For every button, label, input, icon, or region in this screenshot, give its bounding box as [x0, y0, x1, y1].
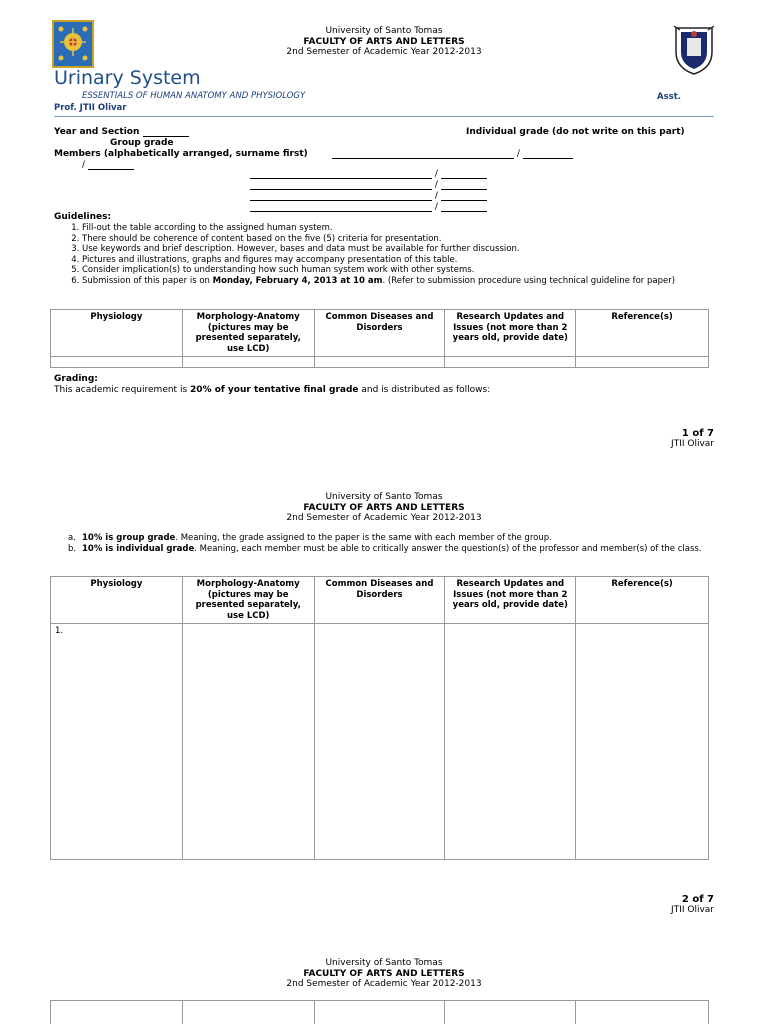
table-cell[interactable]	[182, 357, 314, 368]
faculty-name: FACULTY OF ARTS AND LETTERS	[303, 502, 465, 513]
individual-grade-label: Individual grade (do not write on this part)	[466, 127, 685, 137]
table-cell[interactable]	[182, 1001, 314, 1024]
page2-footer	[671, 894, 714, 915]
member-grade-blank[interactable]	[523, 150, 573, 159]
faculty-name: FACULTY OF ARTS AND LETTERS	[303, 968, 465, 979]
footer-author: JTII Olivar	[671, 905, 714, 915]
table-cell[interactable]	[576, 357, 709, 368]
member-name-blank[interactable]	[332, 150, 514, 159]
table-cell[interactable]	[314, 1001, 445, 1024]
guideline-item: 3. Use keywords and brief description. However, bases and data must be available for further discussion.	[82, 244, 708, 255]
guideline-item: 5. Consider implication(s) to understanding how such human system work with other systems.	[82, 265, 708, 276]
slash: /	[434, 180, 438, 190]
member-name-blank[interactable]	[250, 192, 432, 201]
slash: /	[82, 160, 86, 170]
guideline-item: 4. Pictures and illustrations, graphs and figures may accompany presentation of this table.	[82, 255, 708, 266]
footer-author: JTII Olivar	[671, 439, 714, 449]
group-grade-meaning: . Meaning, the grade assigned to the paper is the same with each member of the group.	[175, 533, 552, 543]
member-row-1	[332, 149, 573, 159]
table-cell[interactable]	[314, 357, 445, 368]
guideline-item: 2. There should be coherence of content based on the five (5) criteria for presentation.	[82, 234, 708, 245]
guidelines-list	[68, 223, 708, 286]
header-research: Research Updates and Issues (not more than 2 years old, provide date)	[445, 577, 576, 624]
system-table-page3	[50, 1000, 709, 1024]
group-grade-row	[82, 160, 134, 170]
professor-name: Prof. JTII Olivar	[54, 103, 127, 113]
slash: /	[434, 202, 438, 212]
page2-header	[0, 492, 768, 524]
university-name: University of Santo Tomas	[325, 958, 443, 968]
table-cell[interactable]	[576, 624, 709, 860]
header-research: Research Updates and Issues (not more than 2 years old, provide date)	[445, 310, 576, 357]
page-title: Urinary System	[54, 67, 201, 89]
member-grade-blank[interactable]	[441, 181, 487, 190]
group-grade-blank[interactable]	[88, 161, 134, 170]
header-references: Reference(s)	[576, 577, 709, 624]
submission-date: Monday, February 4, 2013 at 10 am	[212, 275, 383, 286]
system-table-page1	[50, 309, 709, 368]
member-row-4	[250, 191, 487, 201]
member-grade-blank[interactable]	[441, 192, 487, 201]
header-diseases: Common Diseases and Disorders	[314, 310, 445, 357]
grading-suffix: and is distributed as follows:	[358, 385, 491, 395]
slash: /	[434, 191, 438, 201]
header-physiology: Physiology	[51, 310, 183, 357]
group-grade-percent: 10% is group grade	[82, 533, 176, 543]
member-name-blank[interactable]	[250, 181, 432, 190]
member-name-blank[interactable]	[250, 203, 432, 212]
slash: /	[434, 169, 438, 179]
year-section-blank[interactable]	[143, 128, 189, 137]
table-cell[interactable]	[445, 1001, 576, 1024]
table-cell[interactable]	[182, 624, 314, 860]
asst-label: Asst.	[657, 92, 681, 102]
grading-text	[54, 385, 490, 395]
guideline-item: 1. Fill-out the table according to the assigned human system.	[82, 223, 708, 234]
grading-item-b	[68, 544, 708, 555]
page-number: 2 of 7	[681, 894, 714, 905]
grading-prefix: This academic requirement is	[54, 385, 191, 395]
grading-heading: Grading:	[54, 374, 98, 384]
header-diseases: Common Diseases and Disorders	[314, 577, 445, 624]
year-section-field	[54, 127, 189, 137]
grading-breakdown	[68, 533, 708, 554]
system-table-page2	[50, 576, 709, 860]
table-cell[interactable]	[445, 357, 576, 368]
university-name: University of Santo Tomas	[325, 26, 443, 36]
header-divider	[54, 116, 714, 117]
member-grade-blank[interactable]	[441, 170, 487, 179]
table-cell[interactable]	[314, 624, 445, 860]
page-number: 1 of 7	[681, 428, 714, 439]
table-cell[interactable]: 1.	[51, 624, 183, 860]
grading-item-a	[68, 533, 708, 544]
member-grade-blank[interactable]	[441, 203, 487, 212]
table-cell[interactable]	[51, 1001, 183, 1024]
table-cell[interactable]	[445, 624, 576, 860]
submission-suffix: . (Refer to submission procedure using technical guideline for paper)	[382, 275, 676, 286]
guidelines-heading: Guidelines:	[54, 212, 112, 222]
item-marker: a.	[68, 533, 76, 543]
member-name-blank[interactable]	[250, 170, 432, 179]
header-morphology: Morphology-Anatomy (pictures may be presented separately, use LCD)	[182, 310, 314, 357]
table-cell[interactable]	[51, 357, 183, 368]
page3-header	[0, 958, 768, 990]
member-row-5	[250, 202, 487, 212]
guideline-item-submission	[82, 276, 708, 287]
group-grade-label: Group grade	[110, 138, 174, 148]
page1-header	[0, 26, 768, 58]
individual-grade-meaning: . Meaning, each member must be able to critically answer the question(s) of the professor and member(s) of the class.	[194, 543, 702, 554]
faculty-name: FACULTY OF ARTS AND LETTERS	[303, 36, 465, 47]
semester-label: 2nd Semester of Academic Year 2012-2013	[286, 47, 482, 57]
table-cell[interactable]	[576, 1001, 709, 1024]
grading-percent: 20% of your tentative final grade	[190, 385, 359, 395]
header-physiology: Physiology	[51, 577, 183, 624]
member-row-2	[250, 169, 487, 179]
year-section-label: Year and Section	[54, 127, 140, 137]
course-subtitle: ESSENTIALS OF HUMAN ANATOMY AND PHYSIOLOGY	[82, 91, 306, 101]
faculty-crest-icon	[672, 22, 716, 76]
header-references: Reference(s)	[576, 310, 709, 357]
member-row-3	[250, 180, 487, 190]
header-morphology: Morphology-Anatomy (pictures may be presented separately, use LCD)	[182, 577, 314, 624]
semester-label: 2nd Semester of Academic Year 2012-2013	[286, 513, 482, 523]
page1-footer	[671, 428, 714, 449]
university-name: University of Santo Tomas	[325, 492, 443, 502]
submission-prefix: Submission of this paper is on	[82, 275, 213, 286]
semester-label: 2nd Semester of Academic Year 2012-2013	[286, 979, 482, 989]
slash: /	[516, 149, 520, 159]
individual-grade-percent: 10% is individual grade	[82, 543, 195, 554]
members-label: Members (alphabetically arranged, surname first)	[54, 149, 308, 159]
item-marker: b.	[68, 543, 77, 554]
